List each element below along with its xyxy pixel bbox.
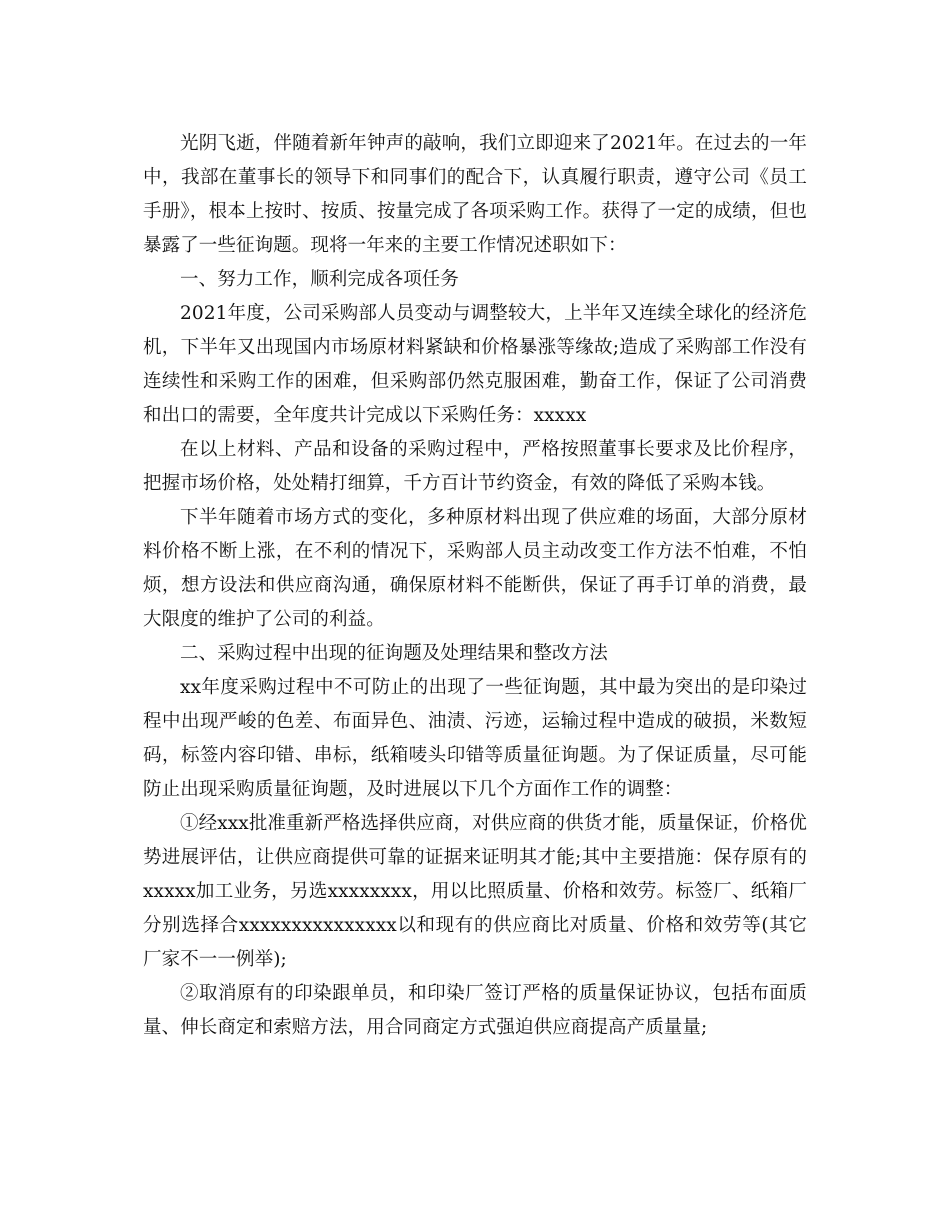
paragraph-cost-control: 在以上材料、产品和设备的采购过程中，严格按照董事长要求及比价程序，把握市场价格，处处精打细算，千方百计节约资金，有效的降低了采购本钱。 — [143, 439, 807, 494]
paragraph-procurement-tasks: 2021年度，公司采购部人员变动与调整较大，上半年又连续全球化的经济危机，下半年又出现国内市场原材料紧缺和价格暴涨等缘故;造成了采购部工作没有连续性和采购工作的困难，但采购部仍然克服困难，勤奋工作，保证了公司消费和出口的需要，全年度共计完成以下采购任务：xxxxx — [143, 303, 807, 426]
document-body — [143, 127, 807, 1045]
section-heading-2: 二、采购过程中出现的征询题及处理结果和整改方法 — [180, 643, 608, 664]
paragraph-intro: 光阴飞逝，伴随着新年钟声的敲响，我们立即迎来了2021年。在过去的一年中，我部在董事长的领导下和同事们的配合下，认真履行职责，遵守公司《员工手册》，根本上按时、按质、按量完成了各项采购工作。获得了一定的成绩，但也暴露了一些征询题。现将一年来的主要工作情况述职如下： — [143, 133, 807, 256]
paragraph-market-change: 下半年随着市场方式的变化，多种原材料出现了供应难的场面，大部分原材料价格不断上涨，在不利的情况下，采购部人员主动改变工作方法不怕难，不怕烦，想方设法和供应商沟通，确保原材料不能断供，保证了再手订单的消费，最大限度的维护了公司的利益。 — [143, 507, 807, 630]
paragraph-measure-1: ①经xxx批准重新严格选择供应商，对供应商的供货才能，质量保证，价格优势进展评估，让供应商提供可靠的证据来证明其才能;其中主要措施：保存原有的xxxxx加工业务，另选xxxxxxxx，用以比照质量、价格和效劳。标签厂、纸箱厂分别选择合xxxxxxxxxxxxxxx以和现有的供应商比对质量、价格和效劳等(其它厂家不一一例举); — [143, 813, 807, 970]
paragraph-measure-2: ②取消原有的印染跟单员，和印染厂签订严格的质量保证协议，包括布面质量、伸长商定和索赔方法，用合同商定方式强迫供应商提高产质量量; — [143, 983, 807, 1038]
section-heading-1: 一、努力工作，顺利完成各项任务 — [180, 269, 460, 290]
paragraph-quality-issues: xx年度采购过程中不可防止的出现了一些征询题，其中最为突出的是印染过程中出现严峻的色差、布面异色、油渍、污迹，运输过程中造成的破损，米数短码，标签内容印错、串标，纸箱唛头印错等质量征询题。为了保证质量，尽可能防止出现采购质量征询题，及时进展以下几个方面作工作的调整： — [143, 677, 807, 800]
